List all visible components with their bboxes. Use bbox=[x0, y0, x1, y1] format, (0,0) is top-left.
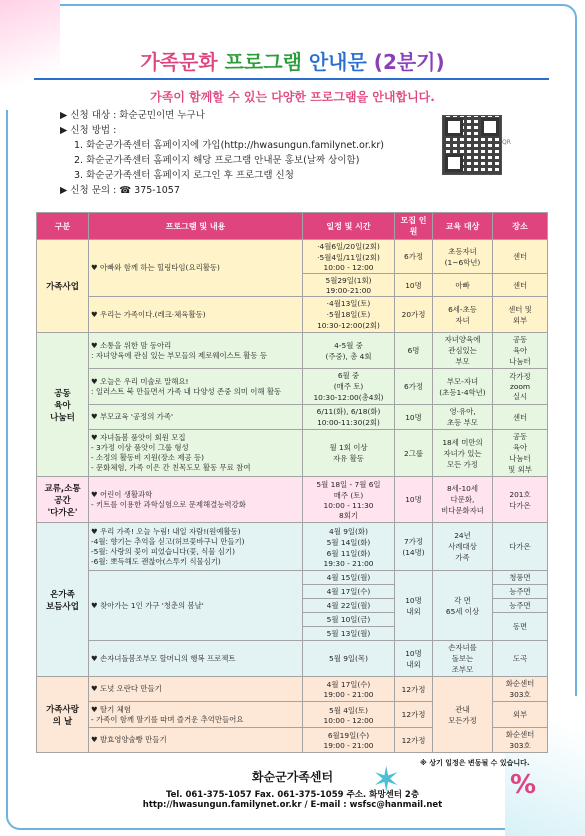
location-cell: 동면 bbox=[493, 613, 548, 641]
capacity-cell: 10명 내외 bbox=[395, 571, 433, 641]
table-row bbox=[37, 641, 548, 677]
capacity-cell: 12가정 bbox=[395, 677, 433, 702]
schedule-cell: 6/11(화), 6/18(화) 10:00-11:30(2회) bbox=[303, 405, 395, 430]
header-audience: 교육 대상 bbox=[433, 213, 493, 240]
program-cell: ♥ 우리 가족! 오늘 누림! 내일 자람!(원예활동) -4월: 향기는 추억을 싣고(허브꽃바구니 만들기) -5월: 사랑의 꽃이 피었습니다(꽃, 식물 심기) -6월: 뽀득해도 괜찮아(스투키 식물심기) bbox=[89, 523, 303, 571]
page-title bbox=[0, 46, 585, 75]
qr-finder bbox=[445, 118, 463, 136]
location-cell: 화순센터 303호 bbox=[493, 728, 548, 753]
title-part4: (2분기) bbox=[373, 50, 445, 74]
capacity-cell: 10명 bbox=[395, 477, 433, 523]
location-cell: 도곡 bbox=[493, 641, 548, 677]
method-step-3: 3. 화순군가족센터 홈페이지 로그인 후 프로그램 신청 bbox=[74, 170, 294, 181]
table-row bbox=[37, 677, 548, 702]
table-row bbox=[37, 240, 548, 274]
audience-cell: 24년 사례대상 가족 bbox=[433, 523, 493, 571]
percent-decoration-icon: % bbox=[510, 770, 537, 800]
schedule-cell: 4월 9일(화) 5월 14일(화) 6월 11일(화) 19:30 - 21:00 bbox=[303, 523, 395, 571]
program-cell: ♥ 손자녀돌봄조부모 할머니의 행복 프로젝트 bbox=[89, 641, 303, 677]
capacity-cell: 12가정 bbox=[395, 728, 433, 753]
schedule-cell: 5월 18일 - 7월 6일 매주 (토) 10:00 - 11:30 8회기 bbox=[303, 477, 395, 523]
capacity-cell: 10명 bbox=[395, 405, 433, 430]
table-header-row bbox=[37, 213, 548, 240]
capacity-cell: 7가정 (14명) bbox=[395, 523, 433, 571]
location-cell: 청풍면 bbox=[493, 571, 548, 585]
header-schedule: 일정 및 시간 bbox=[303, 213, 395, 240]
audience-cell: 손자녀를 돌보는 조부모 bbox=[433, 641, 493, 677]
audience-cell: 각 면 65세 이상 bbox=[433, 571, 493, 641]
capacity-cell: 6가정 bbox=[395, 240, 433, 274]
audience-cell: 부모-자녀 (초등1-4학년) bbox=[433, 369, 493, 405]
header-category: 구분 bbox=[37, 213, 89, 240]
audience-cell: 영·유아, 초등 부모 bbox=[433, 405, 493, 430]
audience-cell: 아빠 bbox=[433, 274, 493, 297]
schedule-cell: 5월 4일(토) 10:00 - 12:00 bbox=[303, 702, 395, 728]
title-part2: 프로그램 bbox=[224, 50, 302, 74]
category-cell: 가족사업 bbox=[37, 240, 89, 333]
program-cell: ♥ 오늘은 우리 미술로 말해요! : 일러스트 북 만들면서 가족 내 다양성 존중 의미 이해 활동 bbox=[89, 369, 303, 405]
table-row bbox=[37, 369, 548, 405]
contact-line: Tel. 061-375-1057 Fax. 061-375-1059 주소. 화망센터 2층 bbox=[165, 790, 420, 800]
subtitle: 가족이 함께할 수 있는 다양한 프로그램을 안내합니다. bbox=[150, 90, 435, 104]
qr-code[interactable] bbox=[442, 115, 502, 175]
capacity-cell: 20가정 bbox=[395, 297, 433, 333]
program-cell: ♥ 딸기 체험 - 가족이 함께 딸기를 따며 즐거운 추억만들어요 bbox=[89, 702, 303, 728]
location-cell: 공동 육아 나눔터 bbox=[493, 333, 548, 369]
audience-cell: 자녀양육에 관심있는 부모 bbox=[433, 333, 493, 369]
target-line: ▶ 신청 대상 : 화순군민이면 누구나 bbox=[60, 110, 205, 121]
audience-cell: 관내 모든가정 bbox=[433, 677, 493, 753]
schedule-change-note: ※ 상기 일정은 변동될 수 있습니다. bbox=[420, 759, 530, 767]
star-decoration-icon: ✶ bbox=[372, 760, 401, 800]
category-cell: 공동 육아 나눔터 bbox=[37, 333, 89, 477]
category-cell: 온가족 보듬사업 bbox=[37, 523, 89, 677]
table-row bbox=[37, 430, 548, 477]
schedule-cell: 5월29일(1회) 19:00-21:00 bbox=[303, 274, 395, 297]
location-cell: 201호 다가온 bbox=[493, 477, 548, 523]
header-location: 장소 bbox=[493, 213, 548, 240]
table-row bbox=[37, 523, 548, 571]
schedule-cell: 월 1회 이상 자유 활동 bbox=[303, 430, 395, 477]
location-cell: 다가온 bbox=[493, 523, 548, 571]
program-cell: ♥ 우리는 가족이다.(레크·체육활동) bbox=[89, 297, 303, 333]
audience-cell: 8세-10세 다문화, 비다문화자녀 bbox=[433, 477, 493, 523]
location-cell: 공동 육아 나눔터 및 외부 bbox=[493, 430, 548, 477]
program-cell: ♥ 찾아가는 1인 가구 '청춘의 봄날' bbox=[89, 571, 303, 641]
location-cell: 센터 bbox=[493, 405, 548, 430]
program-table bbox=[36, 212, 548, 753]
schedule-cell: 4월 17일(수) 19:00 - 21:00 bbox=[303, 677, 395, 702]
capacity-cell: 6명 bbox=[395, 333, 433, 369]
application-info bbox=[60, 108, 384, 198]
location-cell: 센터 bbox=[493, 274, 548, 297]
schedule-cell: ·4월6일/20일(2회) ·5월4일/11일(2회) 10:00 - 12:00 bbox=[303, 240, 395, 274]
schedule-cell: 4월 17일(수) bbox=[303, 585, 395, 599]
location-cell: 외부 bbox=[493, 702, 548, 728]
website-email-line[interactable]: http://hwasungun.familynet.or.kr / E-mail : wsfsc@hanmail.net bbox=[142, 800, 443, 810]
location-cell: 센터 bbox=[493, 240, 548, 274]
audience-cell: 6세-초등 자녀 bbox=[433, 297, 493, 333]
schedule-cell: 6월19일(수) 19:00 - 21:00 bbox=[303, 728, 395, 753]
organization-name: 화순군가족센터 bbox=[251, 770, 334, 784]
method-step-2: 2. 화순군가족센터 홈페이지 해당 프로그램 안내문 홍보(날짜 상이함) bbox=[74, 155, 360, 166]
audience-cell: 18세 미만의 자녀가 있는 모든 가정 bbox=[433, 430, 493, 477]
table-row bbox=[37, 571, 548, 585]
schedule-cell: 4-5월 중 (주중), 총 4회 bbox=[303, 333, 395, 369]
table-row bbox=[37, 405, 548, 430]
method-step-1: 1. 화순군가족센터 홈페이지에 가입(http://hwasungun.familynet.or.kr) bbox=[74, 140, 385, 151]
inquiry-line: ▶ 신청 문의 : ☎ 375-1057 bbox=[60, 185, 180, 196]
schedule-cell: 4월 22일(월) bbox=[303, 599, 395, 613]
location-cell: 센터 및 외부 bbox=[493, 297, 548, 333]
location-cell: 능주면 bbox=[493, 585, 548, 599]
location-cell: 각가정 zoom 실시 bbox=[493, 369, 548, 405]
table-row bbox=[37, 333, 548, 369]
qr-finder bbox=[481, 118, 499, 136]
qr-label: QR bbox=[502, 139, 511, 146]
location-cell: 능주면 bbox=[493, 599, 548, 613]
capacity-cell: 2그룹 bbox=[395, 430, 433, 477]
schedule-cell: 5월 9일(목) bbox=[303, 641, 395, 677]
program-cell: ♥ 어린이 생활과학 - 키트를 이용한 과학실험으로 문제해결능력강화 bbox=[89, 477, 303, 523]
location-cell: 화순센터 303호 bbox=[493, 677, 548, 702]
schedule-cell: 6월 중 (매주 토) 10:30-12:00(총4회) bbox=[303, 369, 395, 405]
schedule-cell: 5월 10일(금) bbox=[303, 613, 395, 627]
program-cell: ♥ 소통을 위한 맘 동아리 : 자녀양육에 관심 있는 부모들의 제로웨이스트 활동 등 bbox=[89, 333, 303, 369]
schedule-cell: 5월 13일(월) bbox=[303, 627, 395, 641]
schedule-cell: 4월 15일(월) bbox=[303, 571, 395, 585]
qr-finder bbox=[445, 154, 463, 172]
category-cell: 가족사랑 의 날 bbox=[37, 677, 89, 753]
capacity-cell: 12가정 bbox=[395, 702, 433, 728]
program-cell: ♥ 자녀돌봄 품앗이 회원 모집 - 3가정 이상 품앗이 그룹 형성 - 소정의 활동비 지원(장소 제공 등) - 문화체험, 가족 이은 간 친목도모 활동 무료 참여 bbox=[89, 430, 303, 477]
audience-cell: 초등자녀 (1~6학년) bbox=[433, 240, 493, 274]
program-cell: ♥ 도넛 오란다 만들기 bbox=[89, 677, 303, 702]
program-cell: ♥ 부모교육 '공정의 가족' bbox=[89, 405, 303, 430]
program-cell: ♥ 발효영양술빵 만들기 bbox=[89, 728, 303, 753]
title-divider bbox=[34, 78, 549, 80]
category-cell: 교류,소통 공간 '다가온' bbox=[37, 477, 89, 523]
table-row bbox=[37, 477, 548, 523]
capacity-cell: 10명 내외 bbox=[395, 641, 433, 677]
program-cell: ♥ 아빠와 함께 하는 힐링타임(요리활동) bbox=[89, 240, 303, 297]
title-part3: 안내문 bbox=[308, 50, 367, 74]
capacity-cell: 6가정 bbox=[395, 369, 433, 405]
method-label: ▶ 신청 방법 : bbox=[60, 125, 117, 136]
table-row bbox=[37, 297, 548, 333]
schedule-cell: ·4월13일(토) ·5월18일(토) 10:30-12:00(2회) bbox=[303, 297, 395, 333]
title-part1: 가족문화 bbox=[140, 50, 218, 74]
capacity-cell: 10명 bbox=[395, 274, 433, 297]
header-program: 프로그램 및 내용 bbox=[89, 213, 303, 240]
header-capacity: 모집 인원 bbox=[395, 213, 433, 240]
